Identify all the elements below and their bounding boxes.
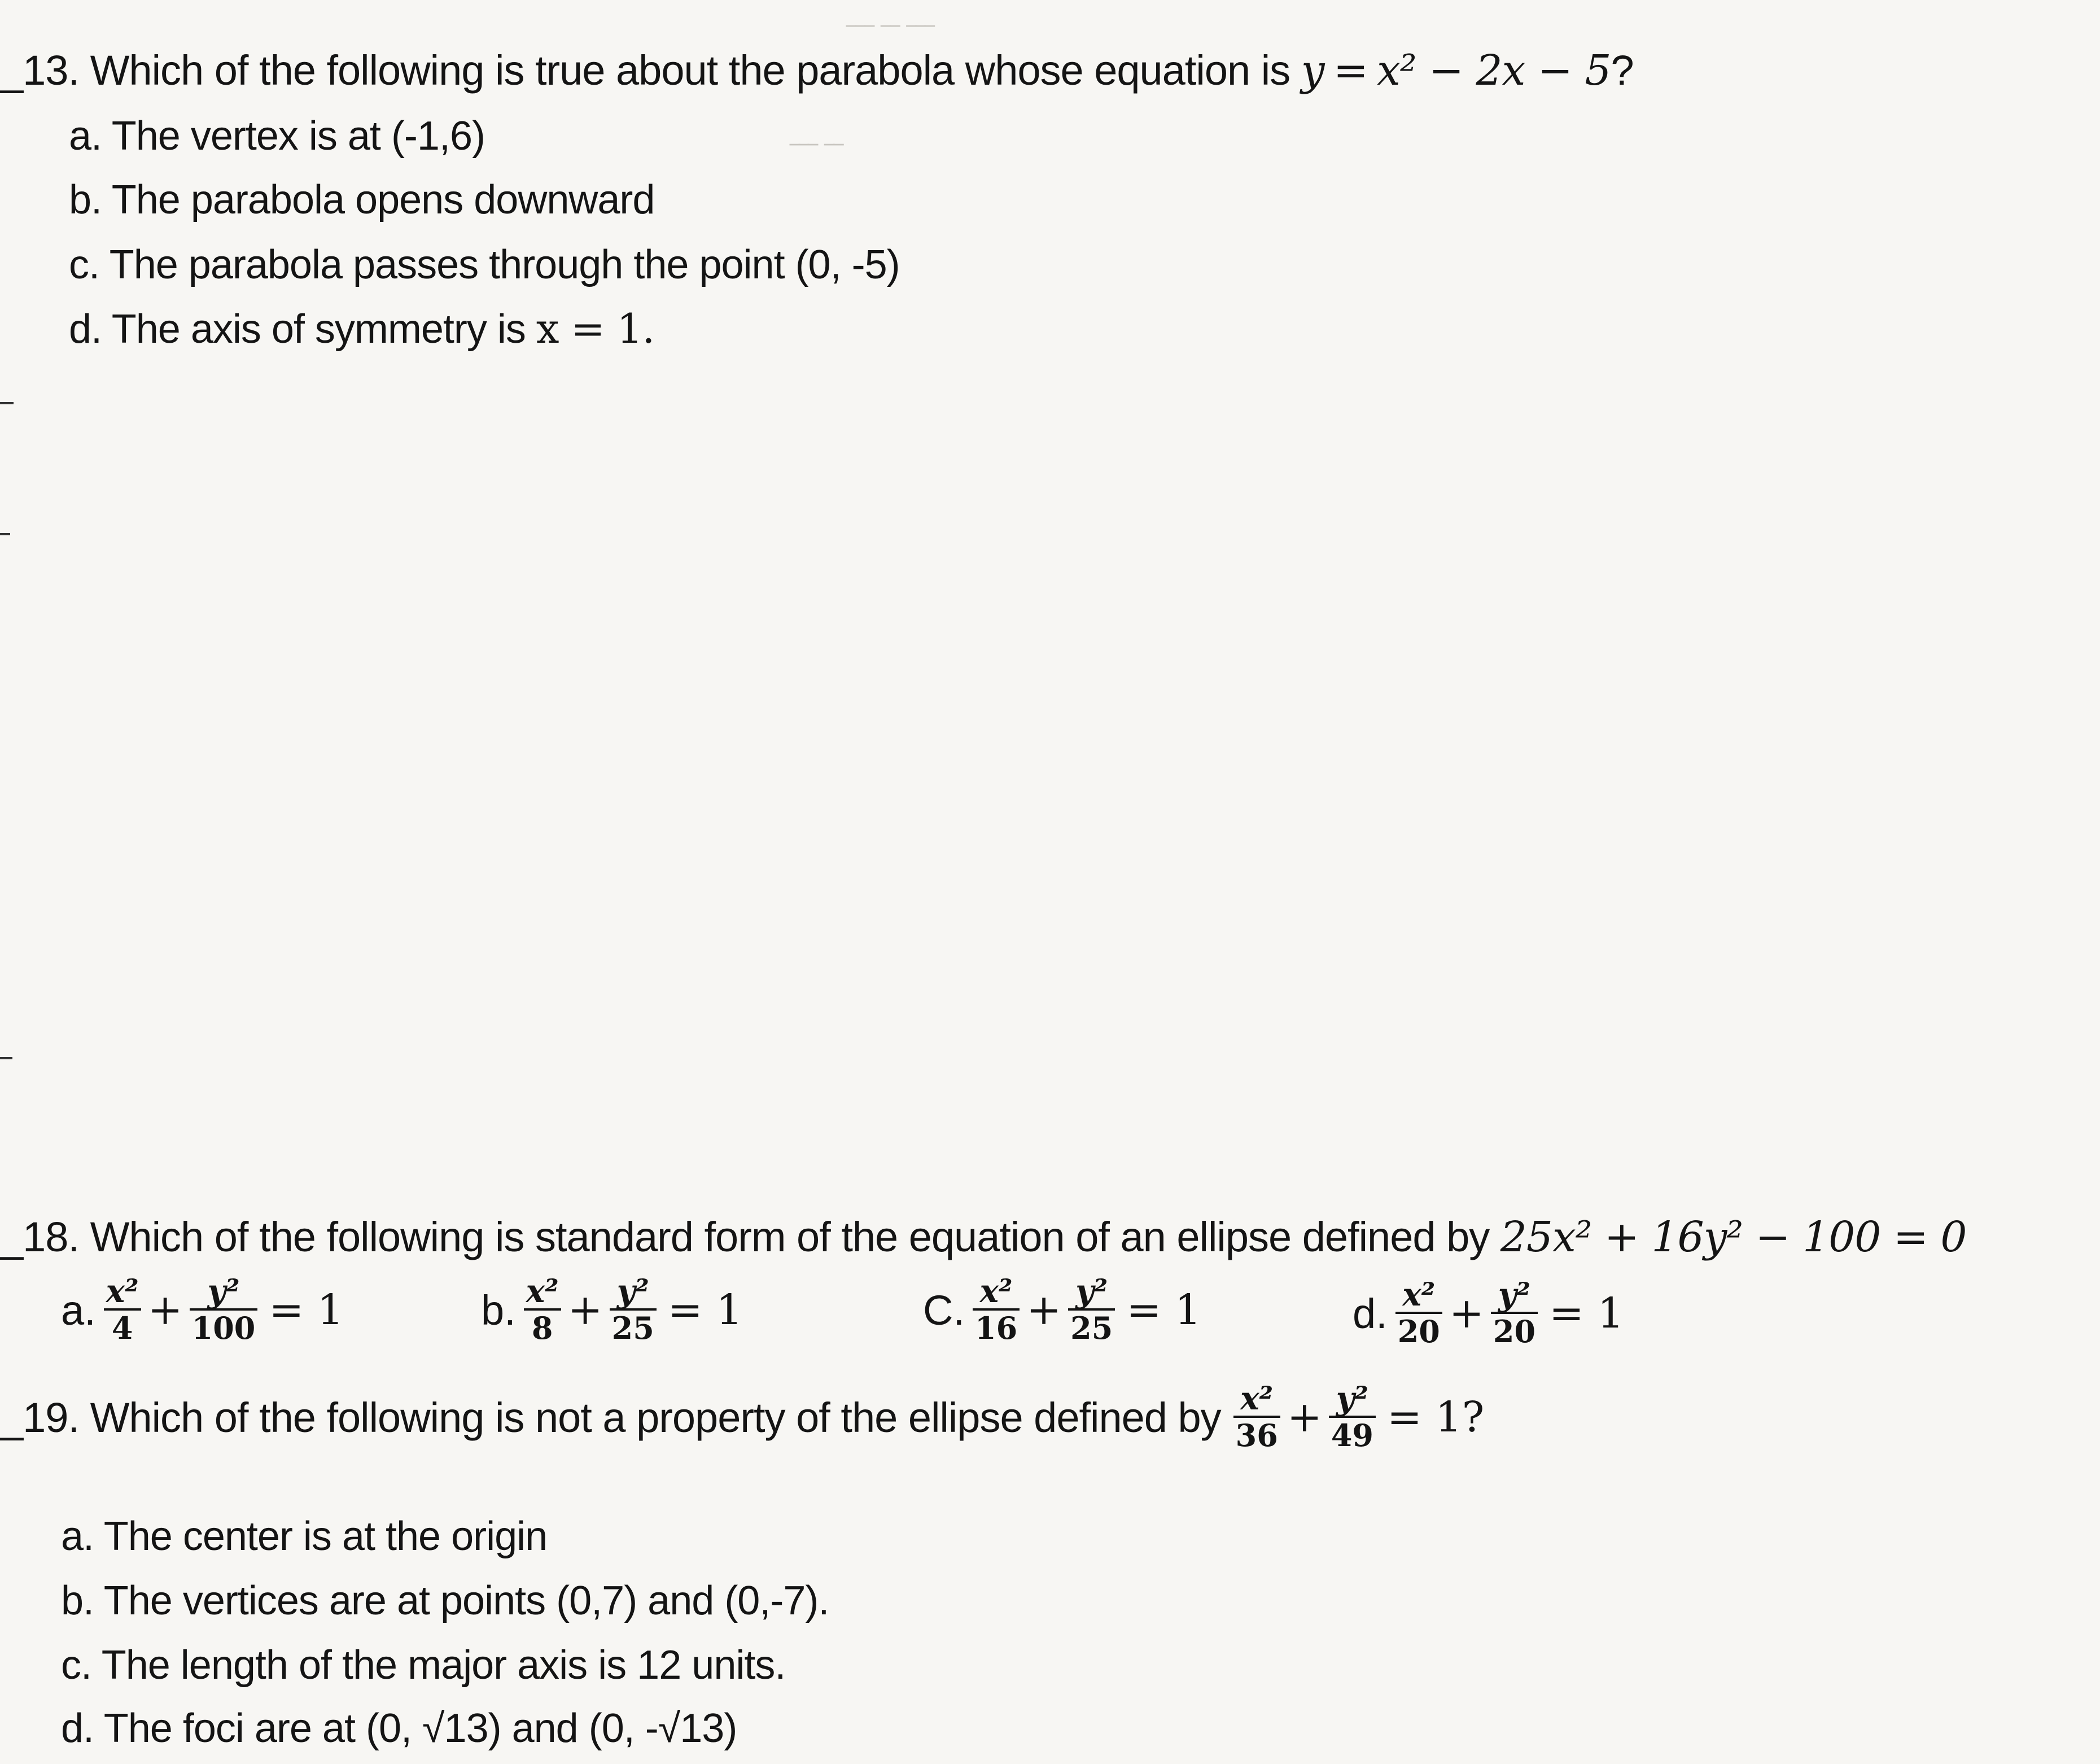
y-fraction: $\frac{\text{y²}}{20}$ xyxy=(1491,1278,1538,1349)
q13-eq-lhs: y xyxy=(1301,46,1324,95)
y-fraction: $\frac{\text{y²}}{25}$ xyxy=(610,1275,657,1346)
q19-stem: _19. Which of the following is not a property of the ellipse defined by xyxy=(0,1394,1221,1441)
q19-option-b: b. The vertices are at points (0,7) and (0,-7). xyxy=(61,1578,829,1623)
q18-choice-b: b. $\frac{\text{x²}}{8}$ + $\frac{\text{y²}}{25}$ = 1 xyxy=(481,1273,743,1346)
q18-choice-d: d. $\frac{\text{x²}}{20}$ + $\frac{\text{y²}}{20}$ = 1 xyxy=(1353,1276,1624,1350)
q19-option-d: d. The foci are at (0, √13) and (0, -√13) xyxy=(61,1706,737,1751)
q13-eq-tail: ? xyxy=(1611,47,1634,94)
x-fraction: $\frac{\text{x²}}{36}$ xyxy=(1233,1382,1280,1453)
q18-stem: _18. Which of the following is standard form of the equation of an ellipse defined by xyxy=(0,1213,1490,1260)
answer-blank-mark xyxy=(0,533,10,535)
q13-option-d-text: d. The axis of symmetry is xyxy=(69,307,526,352)
y-fraction: $\frac{\text{y²}}{25}$ xyxy=(1068,1275,1115,1346)
q13-option-a: a. The vertex is at (-1,6) xyxy=(69,113,485,159)
q18-equation: 25x² + 16y² − 100 = 0 xyxy=(1500,1213,1967,1261)
q18-choice-b-label: b. xyxy=(481,1286,516,1334)
q13-option-b: b. The parabola opens downward xyxy=(69,177,655,222)
q13-stem: _13. Which of the following is true about the parabola whose equation is xyxy=(0,47,1290,94)
q18-choice-d-label: d. xyxy=(1353,1290,1388,1337)
q13-option-d-math: x = 1. xyxy=(536,305,655,352)
answer-blank-mark xyxy=(0,1057,12,1059)
q18-stem-line xyxy=(0,1213,1966,1261)
q13-stem-line xyxy=(0,46,1634,95)
x-fraction: $\frac{\text{x²}}{8}$ xyxy=(524,1275,561,1346)
q19-option-a: a. The center is at the origin xyxy=(61,1514,548,1559)
q19-stem-line: _19. Which of the following is not a property of the ellipse defined by $\frac{\text{x²}}{36}$ + $\frac{\text{y²}}{49}$ = 1? xyxy=(0,1380,1485,1453)
x-fraction: $\frac{\text{x²}}{20}$ xyxy=(1395,1278,1442,1349)
q13-option-d xyxy=(69,305,654,352)
q18-choice-c-label: C. xyxy=(923,1286,965,1334)
q13-eq-rel: = xyxy=(1333,46,1368,95)
y-fraction: $\frac{\text{y²}}{49}$ xyxy=(1329,1382,1376,1453)
q19-option-c: c. The length of the major axis is 12 units. xyxy=(61,1643,786,1688)
x-fraction: $\frac{\text{x²}}{4}$ xyxy=(104,1275,141,1346)
x-fraction: $\frac{\text{x²}}{16}$ xyxy=(973,1275,1020,1346)
q13-option-c: c. The parabola passes through the point (0, -5) xyxy=(69,242,900,287)
q18-choice-a-label: a. xyxy=(61,1286,96,1334)
q18-choice-c: C. $\frac{\text{x²}}{16}$ + $\frac{\text{y²}}{25}$ = 1 xyxy=(923,1273,1201,1346)
answer-blank-mark xyxy=(0,402,14,404)
y-fraction: $\frac{\text{y²}}{100}$ xyxy=(190,1275,258,1346)
q13-eq-rhs: x² − 2x − 5 xyxy=(1377,46,1611,95)
q18-choice-a: a. $\frac{\text{x²}}{4}$ + $\frac{\text{y²}}{100}$ = 1 xyxy=(61,1273,344,1346)
